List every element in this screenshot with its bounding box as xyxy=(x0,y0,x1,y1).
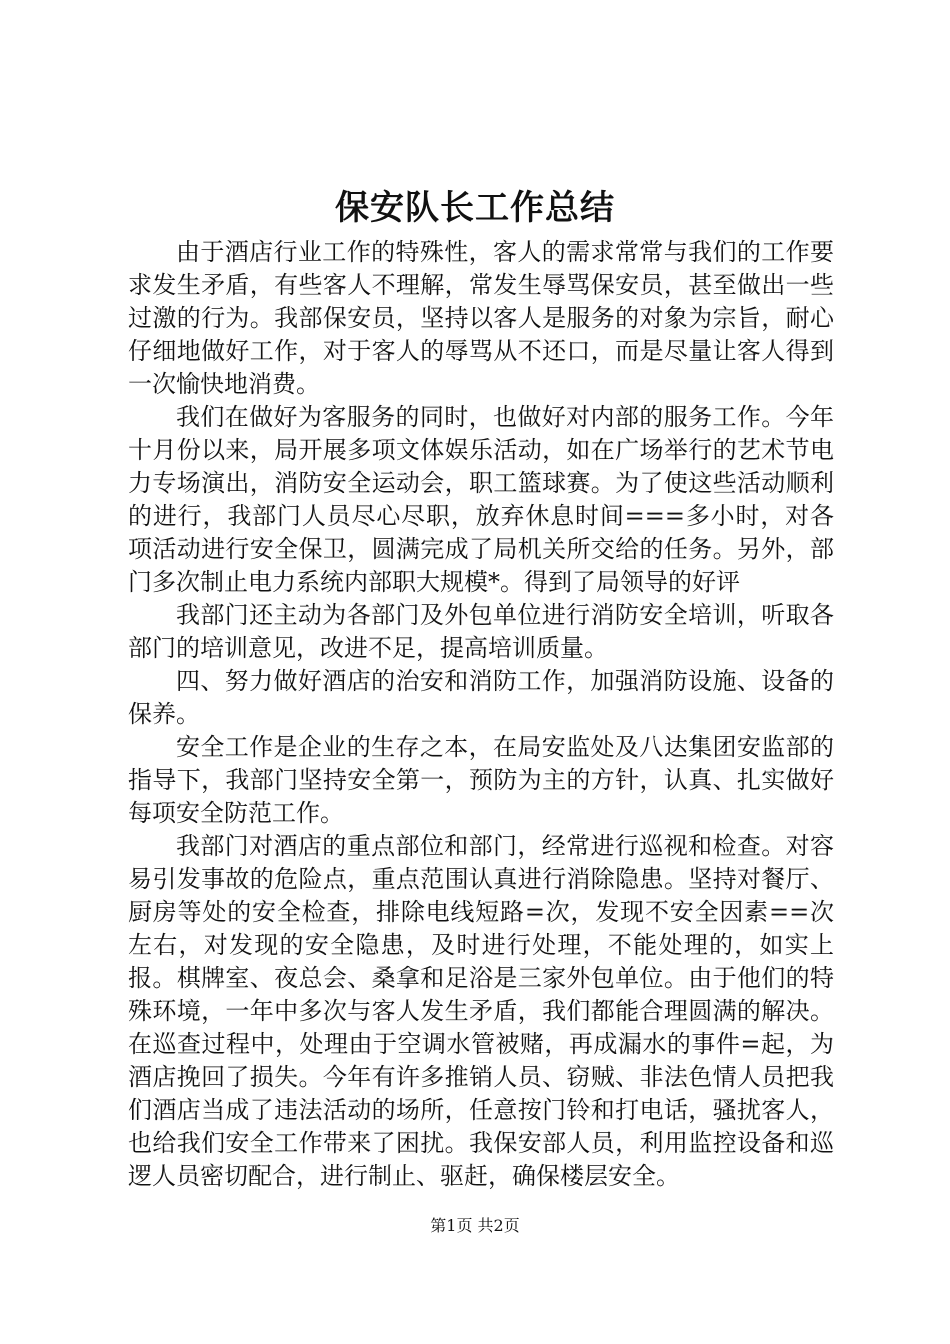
paragraph-2: 我们在做好为客服务的同时，也做好对内部的服务工作。今年十月份以来，局开展多项文体娱乐活动，如在广场举行的艺术节电力专场演出，消防安全运动会，职工篮球赛。为了使这些活动顺利的进行，我部门人员尽心尽职，放弃休息时间===多小时，对各项活动进行安全保卫，圆满完成了局机关所交给的任务。另外，部门多次制止电力系统内部职大规模*。得到了局领导的好评 xyxy=(128,403,834,596)
paragraph-3: 我部门还主动为各部门及外包单位进行消防安全培训，听取各部门的培训意见，改进不足，提高培训质量。 xyxy=(128,601,834,662)
paragraph-6: 我部门对酒店的重点部位和部门，经常进行巡视和检查。对容易引发事故的危险点，重点范围认真进行消除隐患。坚持对餐厅、厨房等处的安全检查，排除电线短路=次，发现不安全因素==次左右，对发现的安全隐患，及时进行处理，不能处理的，如实上报。棋牌室、夜总会、桑拿和足浴是三家外包单位。由于他们的特殊环境，一年中多次与客人发生矛盾，我们都能合理圆满的解决。在巡查过程中，处理由于空调水管被赌，再成漏水的事件=起，为酒店挽回了损失。今年有许多推销人员、窃贼、非法色情人员把我们酒店当成了违法活动的场所，任意按门铃和打电话，骚扰客人，也给我们安全工作带来了困扰。我保安部人员，利用监控设备和巡逻人员密切配合，进行制止、驱赶，确保楼层安全。 xyxy=(128,832,834,1190)
paragraph-5: 安全工作是企业的生存之本，在局安监处及八达集团安监部的指导下，我部门坚持安全第一，预防为主的方针，认真、扎实做好每项安全防范工作。 xyxy=(128,733,834,827)
page-footer: 第1页 共2页 xyxy=(430,1216,520,1235)
paragraph-4: 四、努力做好酒店的治安和消防工作，加强消防设施、设备的保养。 xyxy=(128,667,834,728)
paragraph-1: 由于酒店行业工作的特殊性，客人的需求常常与我们的工作要求发生矛盾，有些客人不理解，常发生辱骂保安员，甚至做出一些过激的行为。我部保安员，坚持以客人是服务的对象为宗旨，耐心仔细地做好工作，对于客人的辱骂从不还口，而是尽量让客人得到一次愉快地消费。 xyxy=(128,238,834,398)
document-body xyxy=(128,236,834,1193)
document-title: 保安队长工作总结 xyxy=(335,188,615,228)
